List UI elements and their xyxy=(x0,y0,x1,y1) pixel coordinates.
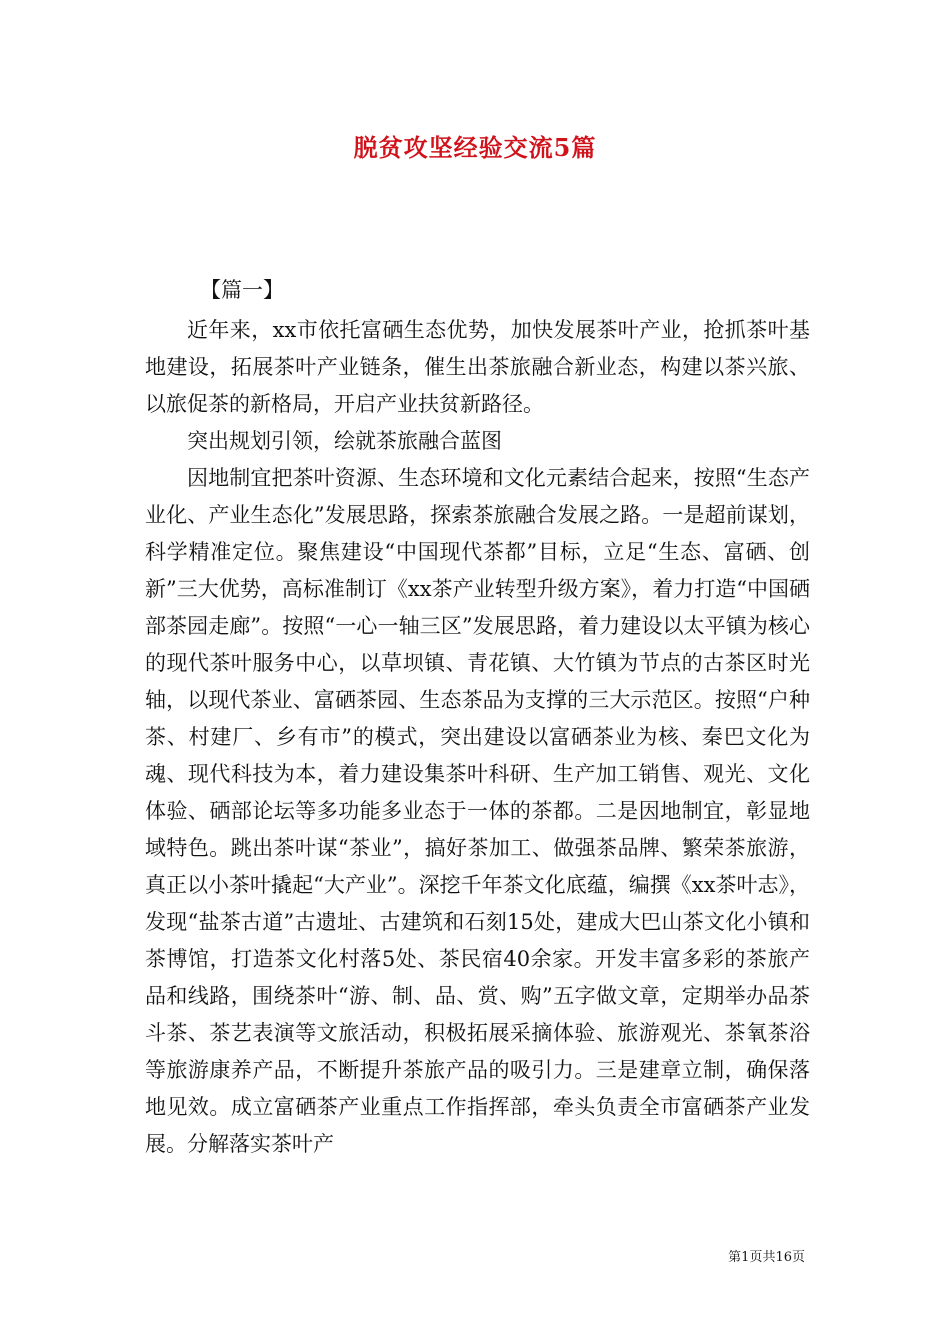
page-footer: 第1页共16页 xyxy=(728,1250,805,1265)
paragraph-heading: 突出规划引领，绘就茶旅融合蓝图 xyxy=(187,429,502,453)
section-label: 【篇一】 xyxy=(200,278,284,302)
body-text xyxy=(145,312,810,1163)
document-title: 脱贫攻坚经验交流5篇 xyxy=(353,133,597,162)
paragraph-intro: 近年来，xx市依托富硒生态优势，加快发展茶叶产业，抢抓茶叶基地建设，拓展茶叶产业链条，催生出茶旅融合新业态，构建以茶兴旅、以旅促茶的新格局，开启产业扶贫新路径。 xyxy=(145,318,810,416)
paragraph-main: 因地制宜把茶叶资源、生态环境和文化元素结合起来，按照“生态产业化、产业生态化”发展思路，探索茶旅融合发展之路。一是超前谋划，科学精准定位。聚焦建设“中国现代茶都”目标，立足“生态、富硒、创新”三大优势，高标准制订《xx茶产业转型升级方案》，着力打造“中国硒部茶园走廊”。按照“一心一轴三区”发展思路，着力建设以太平镇为核心的现代茶叶服务中心，以草坝镇、青花镇、大竹镇为节点的古茶区时光轴，以现代茶业、富硒茶园、生态茶品为支撑的三大示范区。按照“户种茶、村建厂、乡有市”的模式，突出建设以富硒茶业为核、秦巴文化为魂、现代科技为本，着力建设集茶叶科研、生产加工销售、观光、文化体验、硒部论坛等多功能多业态于一体的茶都。二是因地制宜，彰显地域特色。跳出茶叶谋“茶业”，搞好茶加工、做强茶品牌、繁荣茶旅游，真正以小茶叶撬起“大产业”。深挖千年茶文化底蕴，编撰《xx茶叶志》，发现“盐茶古道”古遗址、古建筑和石刻15处，建成大巴山茶文化小镇和茶博馆，打造茶文化村落5处、茶民宿40余家。开发丰富多彩的茶旅产品和线路，围绕茶叶“游、制、品、赏、购”五字做文章，定期举办品茶斗茶、茶艺表演等文旅活动，积极拓展采摘体验、旅游观光、茶氧茶浴等旅游康养产品，不断提升茶旅产品的吸引力。三是建章立制，确保落地见效。成立富硒茶产业重点工作指挥部，牵头负责全市富硒茶产业发展。分解落实茶叶产 xyxy=(145,466,810,1156)
